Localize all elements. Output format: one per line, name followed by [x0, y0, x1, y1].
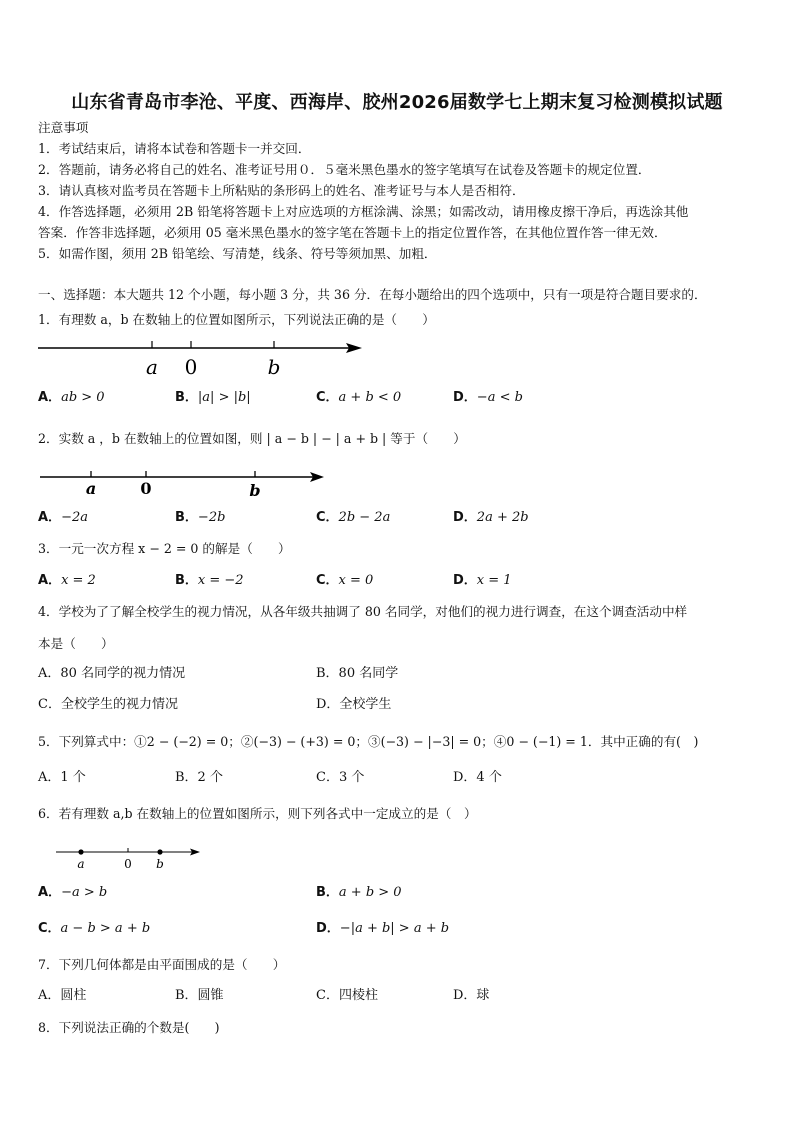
question-4-stem: 4．学校为了了解全校学生的视力情况，从各年级共抽调了 80 名同学，对他们的视力进行调查，在这个调查活动中样	[38, 604, 688, 619]
option-d[interactable]: D．球	[453, 988, 490, 1003]
question-4-stem-continued: 本是（ ）	[38, 636, 114, 651]
option-c[interactable]: C．四棱柱	[316, 988, 378, 1003]
question-1-stem: 1．有理数 a，b 在数轴上的位置如图所示，下列说法正确的是（ ）	[38, 312, 435, 327]
option-b[interactable]: B．80 名同学	[316, 666, 399, 681]
question-8-stem: 8．下列说法正确的个数是( )	[38, 1020, 220, 1035]
option-d[interactable]: D．−|a + b| > a + b	[316, 921, 450, 936]
option-d[interactable]: D．4 个	[453, 770, 502, 785]
option-a[interactable]: A．−a > b	[38, 885, 108, 900]
option-d[interactable]: D．全校学生	[316, 697, 392, 712]
option-a[interactable]: A．ab > 0	[38, 390, 105, 405]
notice-item: 1．考试结束后，请将本试卷和答题卡一并交回．	[38, 141, 311, 156]
axis-label-a: a	[146, 355, 158, 379]
option-c[interactable]: C．a + b < 0	[316, 390, 402, 405]
option-b[interactable]: B．2 个	[175, 770, 223, 785]
question-7-stem: 7．下列几何体都是由平面围成的是（ ）	[38, 957, 286, 972]
option-d[interactable]: D．2a + 2b	[453, 510, 529, 525]
option-a[interactable]: A．x = 2	[38, 573, 96, 588]
axis-label-a: a	[77, 857, 85, 871]
axis-label-b: b	[249, 481, 261, 500]
option-a[interactable]: A．80 名同学的视力情况	[38, 666, 186, 681]
question-2-stem: 2．实数 a ，b 在数轴上的位置如图，则 | a − b | − | a + b | 等于（ ）	[38, 431, 466, 446]
question-5-stem: 5．下列算式中：①2 − (−2) = 0；②(−3) − (+3) = 0；③(−3) − |−3| = 0；④0 − (−1) = 1．其中正确的有( )	[38, 734, 699, 749]
option-c[interactable]: C．a − b > a + b	[38, 921, 151, 936]
option-b[interactable]: B．圆锥	[175, 988, 224, 1003]
option-d[interactable]: D．−a < b	[453, 390, 523, 405]
option-d[interactable]: D．x = 1	[453, 573, 512, 588]
option-b[interactable]: B．−2b	[175, 510, 226, 525]
question-6-number-line	[0, 842, 220, 876]
option-a[interactable]: A．圆柱	[38, 988, 87, 1003]
notice-item: 答案．作答非选择题，必须用 05 毫米黑色墨水的签字笔在答题卡上的指定位置作答，在其他位置作答一律无效．	[38, 225, 667, 240]
question-6-stem: 6．若有理数 a,b 在数轴上的位置如图所示，则下列各式中一定成立的是（ ）	[38, 806, 477, 821]
option-a[interactable]: A．1 个	[38, 770, 86, 785]
axis-label-zero: 0	[140, 479, 152, 498]
option-c[interactable]: C．3 个	[316, 770, 365, 785]
question-1-number-line	[0, 334, 380, 380]
section-heading: 一、选择题：本大题共 12 个小题，每小题 3 分，共 36 分．在每小题给出的四个选项中，只有一项是符合题目要求的．	[38, 287, 707, 302]
axis-label-b: b	[156, 857, 164, 871]
option-b[interactable]: B．a + b > 0	[316, 885, 402, 900]
axis-label-b: b	[267, 355, 281, 379]
question-2-number-line	[0, 464, 340, 504]
option-a[interactable]: A．−2a	[38, 510, 88, 525]
question-3-stem: 3．一元一次方程 x − 2 = 0 的解是（ ）	[38, 541, 291, 556]
axis-label-zero: 0	[124, 857, 132, 871]
option-c[interactable]: C．x = 0	[316, 573, 374, 588]
option-c[interactable]: C．全校学生的视力情况	[38, 697, 178, 712]
option-c[interactable]: C．2b − 2a	[316, 510, 391, 525]
notice-item: 2．答题前，请务必将自己的姓名、准考证号用０．５毫米黑色墨水的签字笔填写在试卷及答题卡的规定位置．	[38, 162, 651, 177]
exam-title: 山东省青岛市李沧、平度、西海岸、胶州2026届数学七上期末复习检测模拟试题	[71, 92, 723, 113]
notice-item: 4．作答选择题，必须用 2B 铅笔将答题卡上对应选项的方框涂满、涂黑；如需改动，请用橡皮擦干净后，再选涂其他	[38, 204, 689, 219]
option-b[interactable]: B．x = −2	[175, 573, 244, 588]
option-b[interactable]: B．|a| > |b|	[175, 390, 251, 405]
notice-item: 3．请认真核对监考员在答题卡上所粘贴的条形码上的姓名、准考证号与本人是否相符．	[38, 183, 525, 198]
notice-item: 5．如需作图，须用 2B 铅笔绘、写清楚，线条、符号等须加黑、加粗．	[38, 246, 437, 261]
axis-label-a: a	[85, 479, 97, 498]
axis-label-zero: 0	[184, 355, 198, 379]
notice-heading: 注意事项	[38, 120, 89, 135]
